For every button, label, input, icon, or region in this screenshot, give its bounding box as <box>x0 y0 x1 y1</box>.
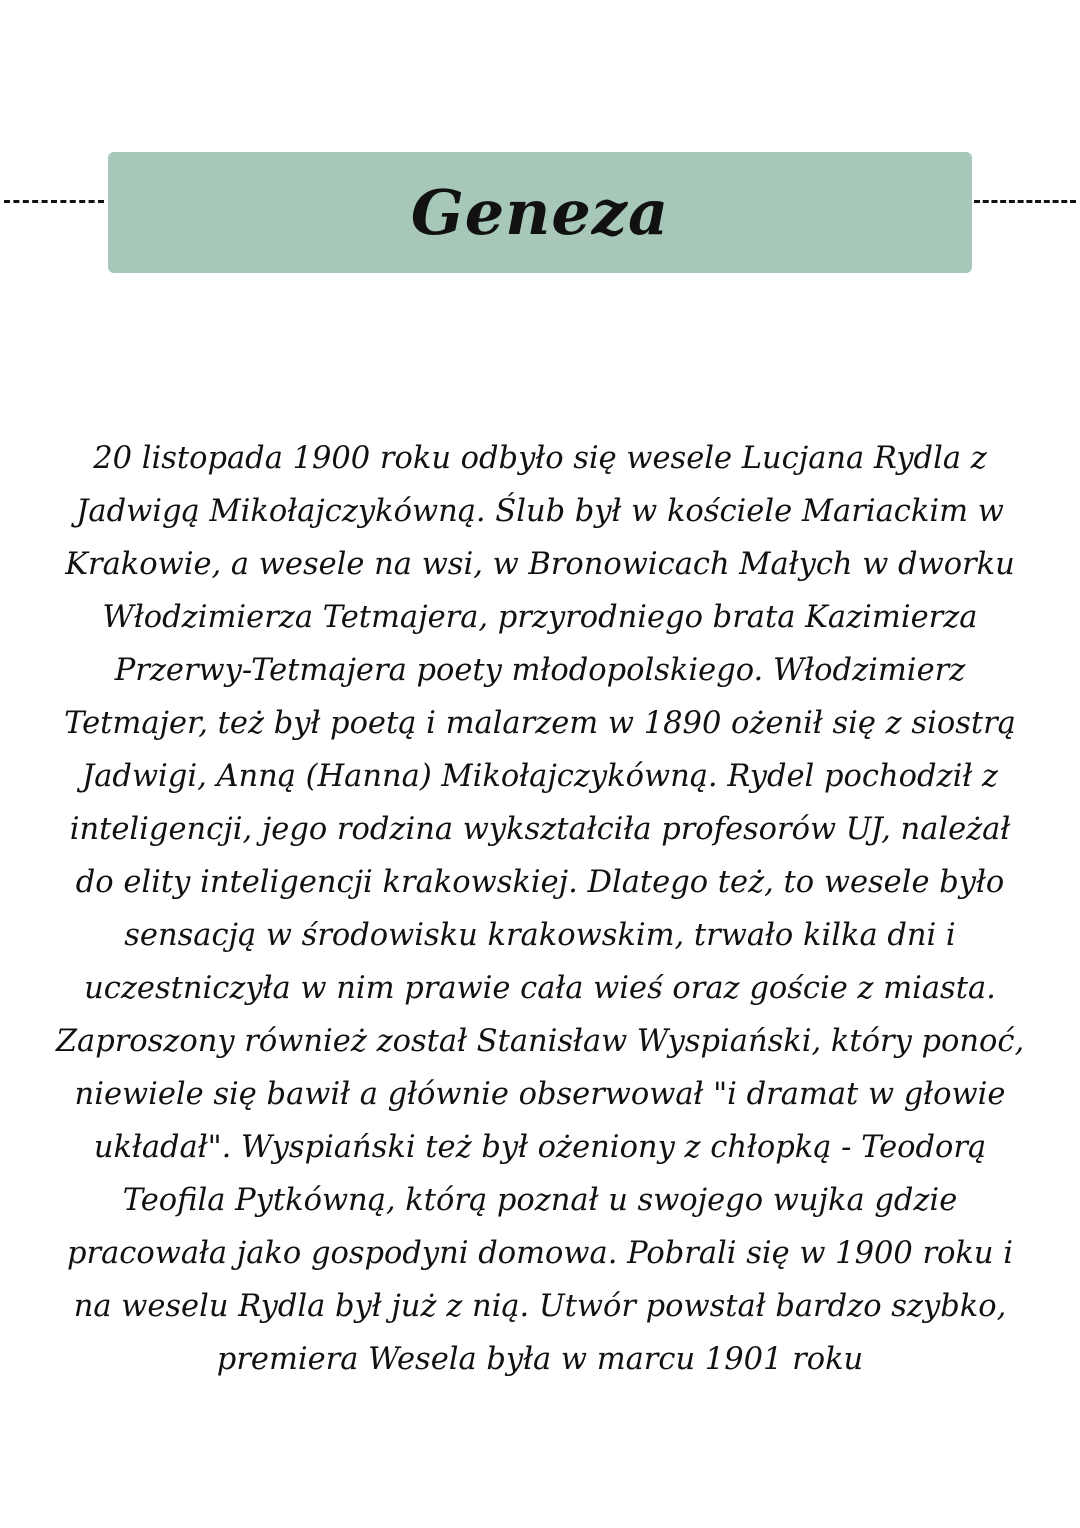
paragraph-line: pracowała jako gospodyni domowa. Pobrali się w 1900 roku i <box>66 1236 1014 1271</box>
genesis-paragraph <box>10 432 1070 1386</box>
paragraph-line: sensacją w środowisku krakowskim, trwało kilka dni i <box>124 918 956 953</box>
paragraph-line: inteligencji, jego rodzina wykształciła profesorów UJ, należał <box>69 812 1011 847</box>
left-dashed-line <box>4 200 104 203</box>
paragraph-line: 20 listopada 1900 roku odbyło się wesele Lucjana Rydla z <box>93 441 987 476</box>
paragraph-line: Teofila Pytkówną, którą poznał u swojego wujka gdzie <box>122 1183 958 1218</box>
paragraph-line: Jadwigi, Anną (Hanna) Mikołajczykówną. Rydel pochodził z <box>82 759 998 794</box>
paragraph-line: układał". Wyspiański też był ożeniony z chłopką - Teodorą <box>93 1130 987 1165</box>
page-title: Geneza <box>410 176 670 249</box>
paragraph-line: premiera Wesela była w marcu 1901 roku <box>216 1342 864 1377</box>
paragraph-line: Krakowie, a wesele na wsi, w Bronowicach Małych w dworku <box>65 547 1015 582</box>
paragraph-line: Przerwy-Tetmajera poety młodopolskiego. Włodzimierz <box>114 653 966 688</box>
paragraph-line: Tetmajer, też był poetą i malarzem w 1890 ożenił się z siostrą <box>64 706 1016 741</box>
paragraph-line: Zaproszony również został Stanisław Wyspiański, który ponoć, <box>55 1024 1025 1059</box>
paragraph-line: do elity inteligencji krakowskiej. Dlatego też, to wesele było <box>75 865 1005 900</box>
paragraph-line: na weselu Rydla był już z nią. Utwór powstał bardzo szybko, <box>73 1289 1007 1324</box>
paragraph-line: Włodzimierza Tetmajera, przyrodniego brata Kazimierza <box>102 600 978 635</box>
right-dashed-line <box>974 200 1076 203</box>
paragraph-line: niewiele się bawił a głównie obserwował "i dramat w głowie <box>74 1077 1006 1112</box>
title-banner <box>108 152 972 273</box>
paragraph-line: Jadwigą Mikołajczykówną. Ślub był w kościele Mariackim w <box>76 494 1004 529</box>
paragraph-line: uczestniczyła w nim prawie cała wieś oraz goście z miasta. <box>84 971 996 1006</box>
